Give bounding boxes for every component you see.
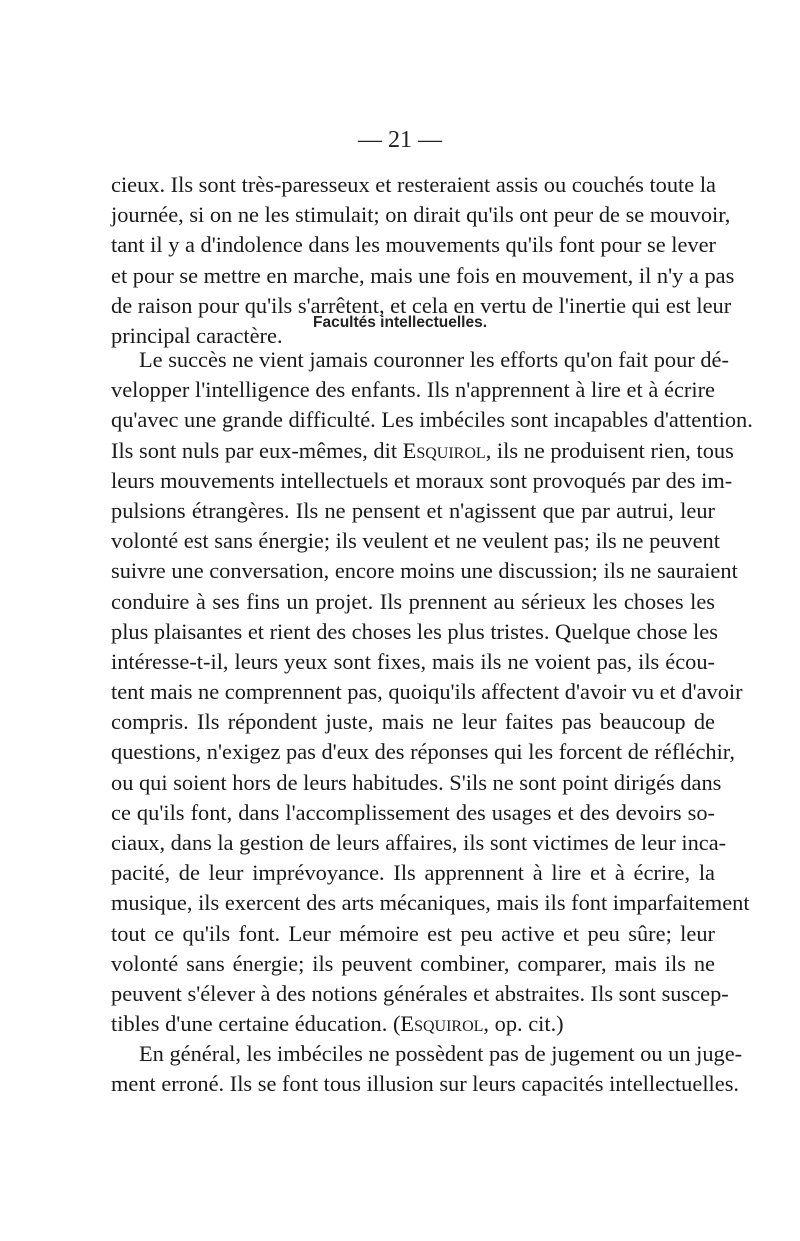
- text-line: intéresse-t-il, leurs yeux sont fixes, mais ils ne voient pas, ils écou-: [111, 648, 715, 674]
- text-line: ment erroné. Ils se font tous illusion sur leurs capacités intellectuelles.: [111, 1071, 740, 1097]
- text-line: tent mais ne comprennent pas, quoiqu'ils affectent d'avoir vu et d'avoir: [111, 679, 743, 705]
- text-line: tibles d'une certaine éducation. (Esquirol, op. cit.): [111, 1011, 564, 1037]
- section-heading: Facultés intellectuelles.: [312, 314, 487, 331]
- text-line: ou qui soient hors de leurs habitudes. S'ils ne sont point dirigés dans: [111, 769, 722, 795]
- text-line: peuvent s'élever à des notions générales et abstraites. Ils sont suscep-: [111, 980, 729, 1006]
- text-line: questions, n'exigez pas d'eux des réponses qui les forcent de réfléchir,: [111, 739, 735, 765]
- text-line: principal caractère.: [111, 322, 283, 348]
- text-line: Le succès ne vient jamais couronner les efforts qu'on fait pour dé-: [139, 347, 729, 372]
- text-line: qu'avec une grande difficulté. Les imbéciles sont incapables d'attention.: [111, 407, 753, 433]
- text-line: En général, les imbéciles ne possèdent pas de jugement ou un juge-: [139, 1041, 743, 1066]
- text-line: cieux. Ils sont très-paresseux et resteraient assis ou couchés toute la: [111, 172, 716, 197]
- text-line: plus plaisantes et rient des choses les plus tristes. Quelque chose les: [111, 618, 718, 644]
- text-line: volonté est sans énergie; ils veulent et ne veulent pas; ils ne peuvent: [111, 528, 720, 554]
- paragraph-2: [111, 345, 753, 1039]
- text-line: ce qu'ils font, dans l'accomplissement des usages et des devoirs so-: [111, 799, 715, 825]
- text-line: leurs mouvements intellectuels et moraux sont provoqués par des im-: [111, 467, 733, 493]
- text-line: velopper l'intelligence des enfants. Ils n'apprennent à lire et à écrire: [111, 377, 715, 403]
- text-line: journée, si on ne les stimulait; on dirait qu'ils ont peur de se mouvoir,: [111, 202, 731, 228]
- text-line: ciaux, dans la gestion de leurs affaires, ils sont victimes de leur inca-: [111, 830, 727, 855]
- text-line: pulsions étrangères. Ils ne pensent et n'agissent que par autrui, leur: [111, 497, 715, 523]
- paragraph-3: [111, 1039, 743, 1099]
- text-line: conduire à ses fins un projet. Ils prennent au sérieux les choses les: [111, 588, 715, 614]
- page-number: — 21 —: [358, 127, 442, 153]
- text-line: Ils sont nuls par eux-mêmes, dit Esquirol, ils ne produisent rien, tous: [111, 437, 734, 463]
- text-line: pacité, de leur imprévoyance. Ils apprennent à lire et à écrire, la: [111, 860, 715, 886]
- text-line: tant il y a d'indolence dans les mouvements qu'ils font pour se lever: [111, 232, 717, 258]
- text-line: et pour se mettre en marche, mais une fois en mouvement, il n'y a pas: [111, 262, 735, 288]
- text-line: de raison pour qu'ils s'arrêtent, et cela en vertu de l'inertie qui est leur: [111, 292, 732, 318]
- text-line: compris. Ils répondent juste, mais ne leur faites pas beaucoup de: [111, 709, 715, 735]
- text-line: tout ce qu'ils font. Leur mémoire est peu active et peu sûre; leur: [111, 920, 715, 946]
- text-line: volonté sans énergie; ils peuvent combiner, comparer, mais ils ne: [111, 950, 715, 976]
- text-line: suivre une conversation, encore moins une discussion; ils ne sauraient: [111, 558, 738, 584]
- text-line: musique, ils exercent des arts mécaniques, mais ils font imparfaitement: [111, 890, 750, 916]
